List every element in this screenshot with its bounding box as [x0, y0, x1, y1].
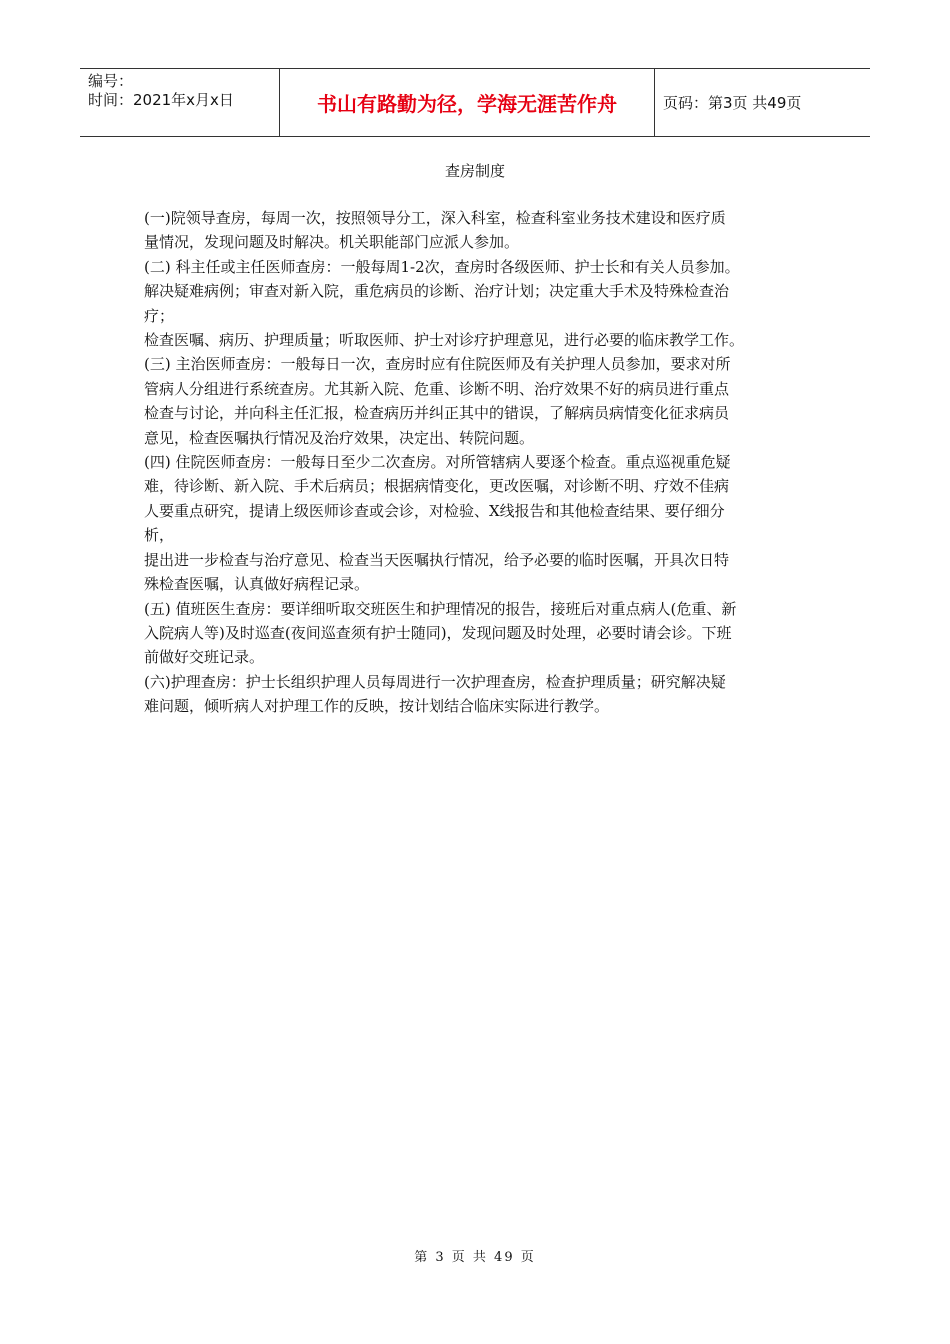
page-footer: 第 3 页 共 49 页 [414, 1250, 536, 1265]
body-line: (二) 科主任或主任医师查房：一般每周1-2次，查房时各级医师、护士长和有关人员参加。 [144, 257, 740, 276]
header-page-info: 页码：第3页 共49页 [663, 94, 802, 112]
header-motto: 书山有路勤为径，学海无涯苦作舟 [280, 69, 655, 136]
document-time-label: 时间：2021年x月x日 [88, 91, 234, 109]
document-title: 查房制度 [444, 162, 505, 180]
document-body [144, 206, 816, 719]
document-number-label: 编号： [88, 72, 134, 90]
body-line: 管病人分组进行系统查房。尤其新入院、危重、诊断不明、治疗效果不好的病员进行重点 [144, 379, 730, 398]
body-line: 入院病人等)及时巡查(夜间巡查须有护士随同)，发现问题及时处理，必要时请会诊。下班 [144, 623, 732, 642]
body-line: (四) 住院医师查房：一般每日至少二次查房。对所管辖病人要逐个检查。重点巡视重危疑 [144, 453, 731, 472]
body-line: 人要重点研究，提请上级医师诊查或会诊，对检验、X线报告和其他检查结果、要仔细分 [144, 501, 725, 520]
page-header [80, 68, 870, 137]
body-line: 殊检查医嘱，认真做好病程记录。 [144, 575, 370, 594]
body-line: (一)院领导查房，每周一次，按照领导分工，深入科室，检查科室业务技术建设和医疗质 [144, 209, 726, 227]
body-line: 意见，检查医嘱执行情况及治疗效果，决定出、转院问题。 [144, 428, 535, 447]
body-line: 前做好交班记录。 [144, 648, 265, 667]
body-line: 解决疑难病例；审查对新入院，重危病员的诊断、治疗计划；决定重大手术及特殊检查治 [144, 282, 730, 301]
body-line: 难问题，倾听病人对护理工作的反映，按计划结合临床实际进行教学。 [144, 697, 610, 716]
body-line: (五) 值班医生查房：要详细听取交班医生和护理情况的报告，接班后对重点病人(危重、新 [144, 599, 737, 618]
body-line: 难，待诊断、新入院、手术后病员；根据病情变化，更改医嘱，对诊断不明、疗效不佳病 [144, 477, 730, 496]
body-line: (三) 主治医师查房：一般每日一次，查房时应有住院医师及有关护理人员参加，要求对所 [144, 355, 731, 374]
body-line: 析， [144, 526, 175, 545]
body-line: 疗； [144, 306, 175, 325]
body-line: 检查与讨论，并向科主任汇报，检查病历并纠正其中的错误，了解病员病情变化征求病员 [144, 404, 730, 423]
body-line: 检查医嘱、病历、护理质量；听取医师、护士对诊疗护理意见，进行必要的临床教学工作。 [144, 331, 745, 350]
body-line: 提出进一步检查与治疗意见、检查当天医嘱执行情况，给予必要的临时医嘱，开具次日特 [144, 550, 730, 569]
header-meta [80, 69, 280, 136]
body-line: (六)护理查房：护士长组织护理人员每周进行一次护理查房，检查护理质量；研究解决疑 [144, 672, 726, 691]
body-line: 量情况，发现问题及时解决。机关职能部门应派人参加。 [144, 233, 520, 252]
